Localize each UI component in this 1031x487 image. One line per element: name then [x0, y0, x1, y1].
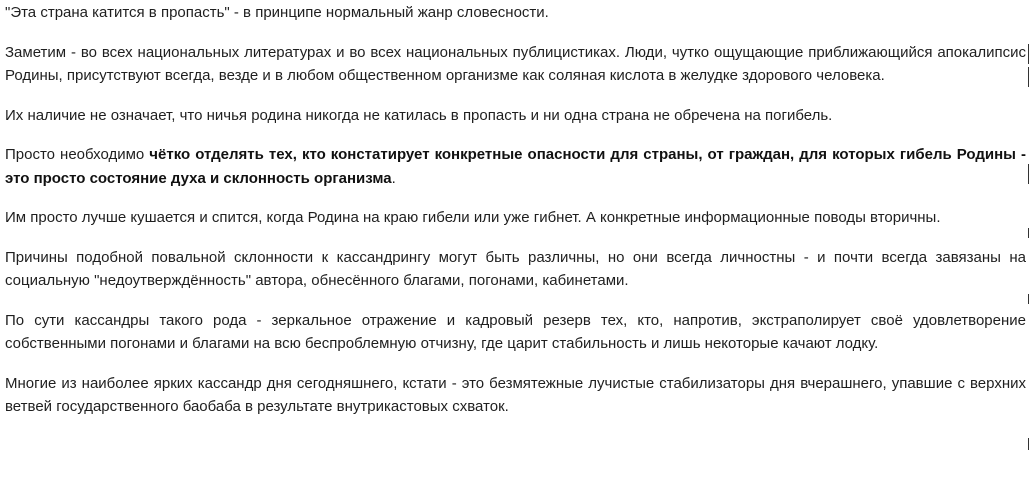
text-edge-marker: [1028, 294, 1029, 304]
text-edge-marker: [1028, 228, 1029, 238]
paragraph-4: [5, 143, 1026, 190]
paragraph-4-lead: Просто необходимо: [5, 146, 150, 163]
text-edge-marker: [1028, 67, 1029, 87]
text-edge-marker: [1028, 164, 1029, 184]
paragraph-4-tail: .: [391, 169, 396, 187]
paragraph-3: Их наличие не означает, что ничья родина никогда не катилась в пропасть и ни одна страна не обречена на погибель.: [5, 106, 833, 124]
paragraph-6: Причины подобной повальной склонности к кассандрингу могут быть различны, но они всегда личностны - и почти всегда завязаны на социальную "недоутверждённость" автора, обнесённого благами, погонами, кабинетами.: [5, 248, 1026, 289]
paragraph-1: "Эта страна катится в пропасть" - в принципе нормальный жанр словесности.: [5, 4, 549, 21]
paragraph-2: Заметим - во всех национальных литературах и во всех национальных публицистиках. Люди, чутко ощущающие приближающийся апокалипсис Родины, присутствуют всегда, везде и в любом общественном организме как соляная кислота в желудке здорового человека.: [5, 43, 1026, 84]
text-edge-marker: [1028, 44, 1029, 64]
text-edge-marker: [1028, 438, 1029, 450]
paragraph-4-bold-text: чётко отделять тех, кто констатирует конкретные опасности для страны, от граждан, для которых гибель Родины - это просто состояние духа и склонность организма: [5, 146, 1026, 187]
paragraph-7: По сути кассандры такого рода - зеркальное отражение и кадровый резерв тех, кто, напротив, экстраполирует своё удовлетворение собственными погонами и благами на всю беспроблемную отчизну, где царит стабильность и лишь некоторые качают лодку.: [5, 311, 1026, 352]
paragraph-8: Многие из наиболее ярких кассандр дня сегодняшнего, кстати - это безмятежные лучистые стабилизаторы дня вчерашнего, упавшие с верхних ветвей государственного баобаба в результате внутрикастовых схваток.: [5, 374, 1026, 415]
article-body: [5, 0, 1026, 419]
paragraph-5: Им просто лучше кушается и спится, когда Родина на краю гибели или уже гибнет. А конкретные информационные поводы вторичны.: [5, 209, 941, 226]
